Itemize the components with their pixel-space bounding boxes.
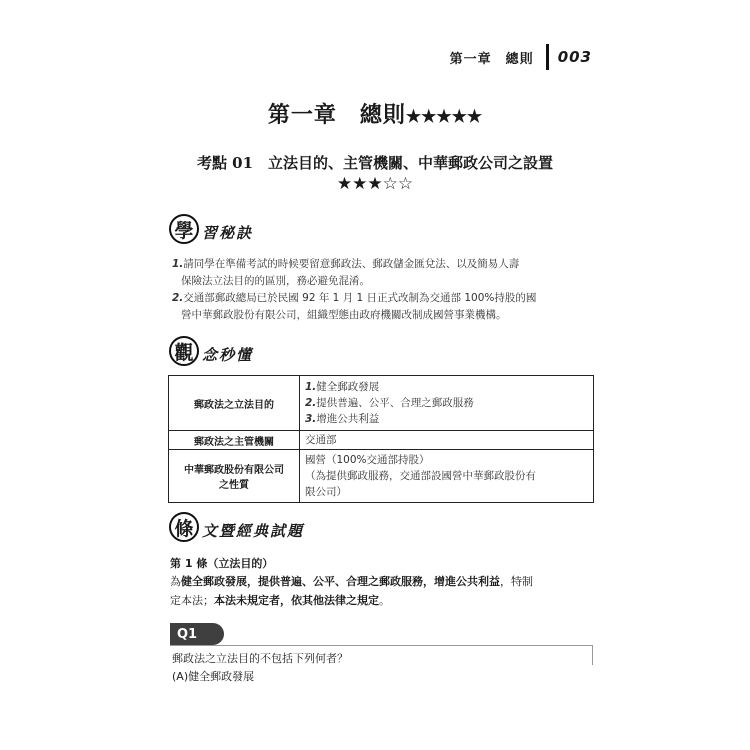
note-number: 1. bbox=[172, 258, 184, 270]
note-line: 營中華郵政股份有限公司，組織型態由政府機關改制成國營事業機構。 bbox=[181, 309, 507, 321]
note-line: 請同學在準備考試的時候要留意郵政法、郵政儲金匯兌法、以及簡易人壽 bbox=[183, 258, 520, 270]
table-key: 郵政法之主管機關 bbox=[169, 431, 300, 450]
question-option-a: (A)健全郵政發展 bbox=[172, 670, 255, 683]
list-text: 健全郵政發展 bbox=[316, 381, 380, 393]
chapter-title-text: 第一章 總則 bbox=[267, 102, 406, 128]
article-badge-icon: 條 bbox=[169, 512, 199, 542]
section-heading-label: 習秘訣 bbox=[202, 224, 254, 242]
article-text: 定本法； bbox=[170, 594, 214, 607]
section-heading-study-tips bbox=[169, 214, 253, 244]
study-badge-icon: 學 bbox=[169, 214, 199, 244]
note-line: 交通部郵政總局已於民國 92 年 1 月 1 日正式改制為交通部 100%持股的國 bbox=[183, 292, 537, 304]
article-emphasis: 健全郵政發展，提供普遍、公平、合理之郵政服務，增進公共利益 bbox=[181, 575, 500, 588]
table-row bbox=[169, 431, 594, 450]
point-stars: ★★★☆☆ bbox=[336, 174, 414, 194]
list-number: 1. bbox=[305, 381, 317, 393]
table-value-line: （為提供郵政服務，交通部設國營中華郵政股份有 bbox=[305, 470, 536, 482]
article-text: ，特制 bbox=[500, 575, 533, 588]
list-text: 提供普遍、公平、合理之郵政服務 bbox=[316, 397, 474, 409]
table-row bbox=[169, 376, 594, 431]
table-value: 交通部 bbox=[300, 431, 594, 450]
list-text: 增進公共利益 bbox=[316, 413, 380, 425]
note-item bbox=[172, 256, 597, 290]
section-heading-label: 文暨經典試題 bbox=[202, 522, 305, 540]
article-text: 。 bbox=[379, 594, 390, 607]
concept-badge-icon: 觀 bbox=[169, 336, 199, 366]
table-value-line: 國營（100%交通部持股） bbox=[305, 454, 430, 466]
article-heading: 第 1 條（立法目的） bbox=[170, 557, 274, 570]
question-rule bbox=[170, 645, 593, 646]
chapter-stars: ★★★★★ bbox=[405, 107, 483, 127]
table-value bbox=[300, 450, 594, 503]
article-body bbox=[170, 572, 598, 610]
section-heading-label: 念秒懂 bbox=[202, 346, 254, 364]
table-row bbox=[169, 450, 594, 503]
note-number: 2. bbox=[172, 292, 184, 304]
running-header-divider bbox=[546, 44, 549, 70]
table-value-line: 限公司） bbox=[305, 486, 347, 498]
chapter-title bbox=[0, 98, 750, 129]
point-title: 考點 01 立法目的、主管機關、中華郵政公司之設置 bbox=[196, 154, 554, 172]
question-text: 郵政法之立法目的不包括下列何者？ bbox=[172, 652, 348, 665]
table-value bbox=[300, 376, 594, 431]
running-header-chapter: 第一章 總則 bbox=[449, 51, 534, 67]
running-header bbox=[450, 44, 592, 70]
article-emphasis: 本法未規定者，依其他法律之規定 bbox=[214, 594, 379, 607]
table-key-line: 之性質 bbox=[219, 480, 249, 491]
list-number: 2. bbox=[305, 397, 317, 409]
table-key-line: 中華郵政股份有限公司 bbox=[184, 465, 284, 476]
note-item bbox=[172, 290, 597, 324]
table-key: 郵政法之立法目的 bbox=[169, 376, 300, 431]
section-heading-articles bbox=[169, 512, 304, 542]
page-number: 003 bbox=[557, 48, 592, 66]
note-line: 保險法立法目的的區別，務必避免混淆。 bbox=[181, 275, 370, 287]
question-label: Q1 bbox=[170, 623, 224, 645]
section-heading-concepts bbox=[169, 336, 253, 366]
list-number: 3. bbox=[305, 413, 317, 425]
concept-table bbox=[168, 375, 594, 503]
table-key bbox=[169, 450, 300, 503]
article-text: 為 bbox=[170, 575, 181, 588]
question-rule-side bbox=[592, 645, 593, 665]
